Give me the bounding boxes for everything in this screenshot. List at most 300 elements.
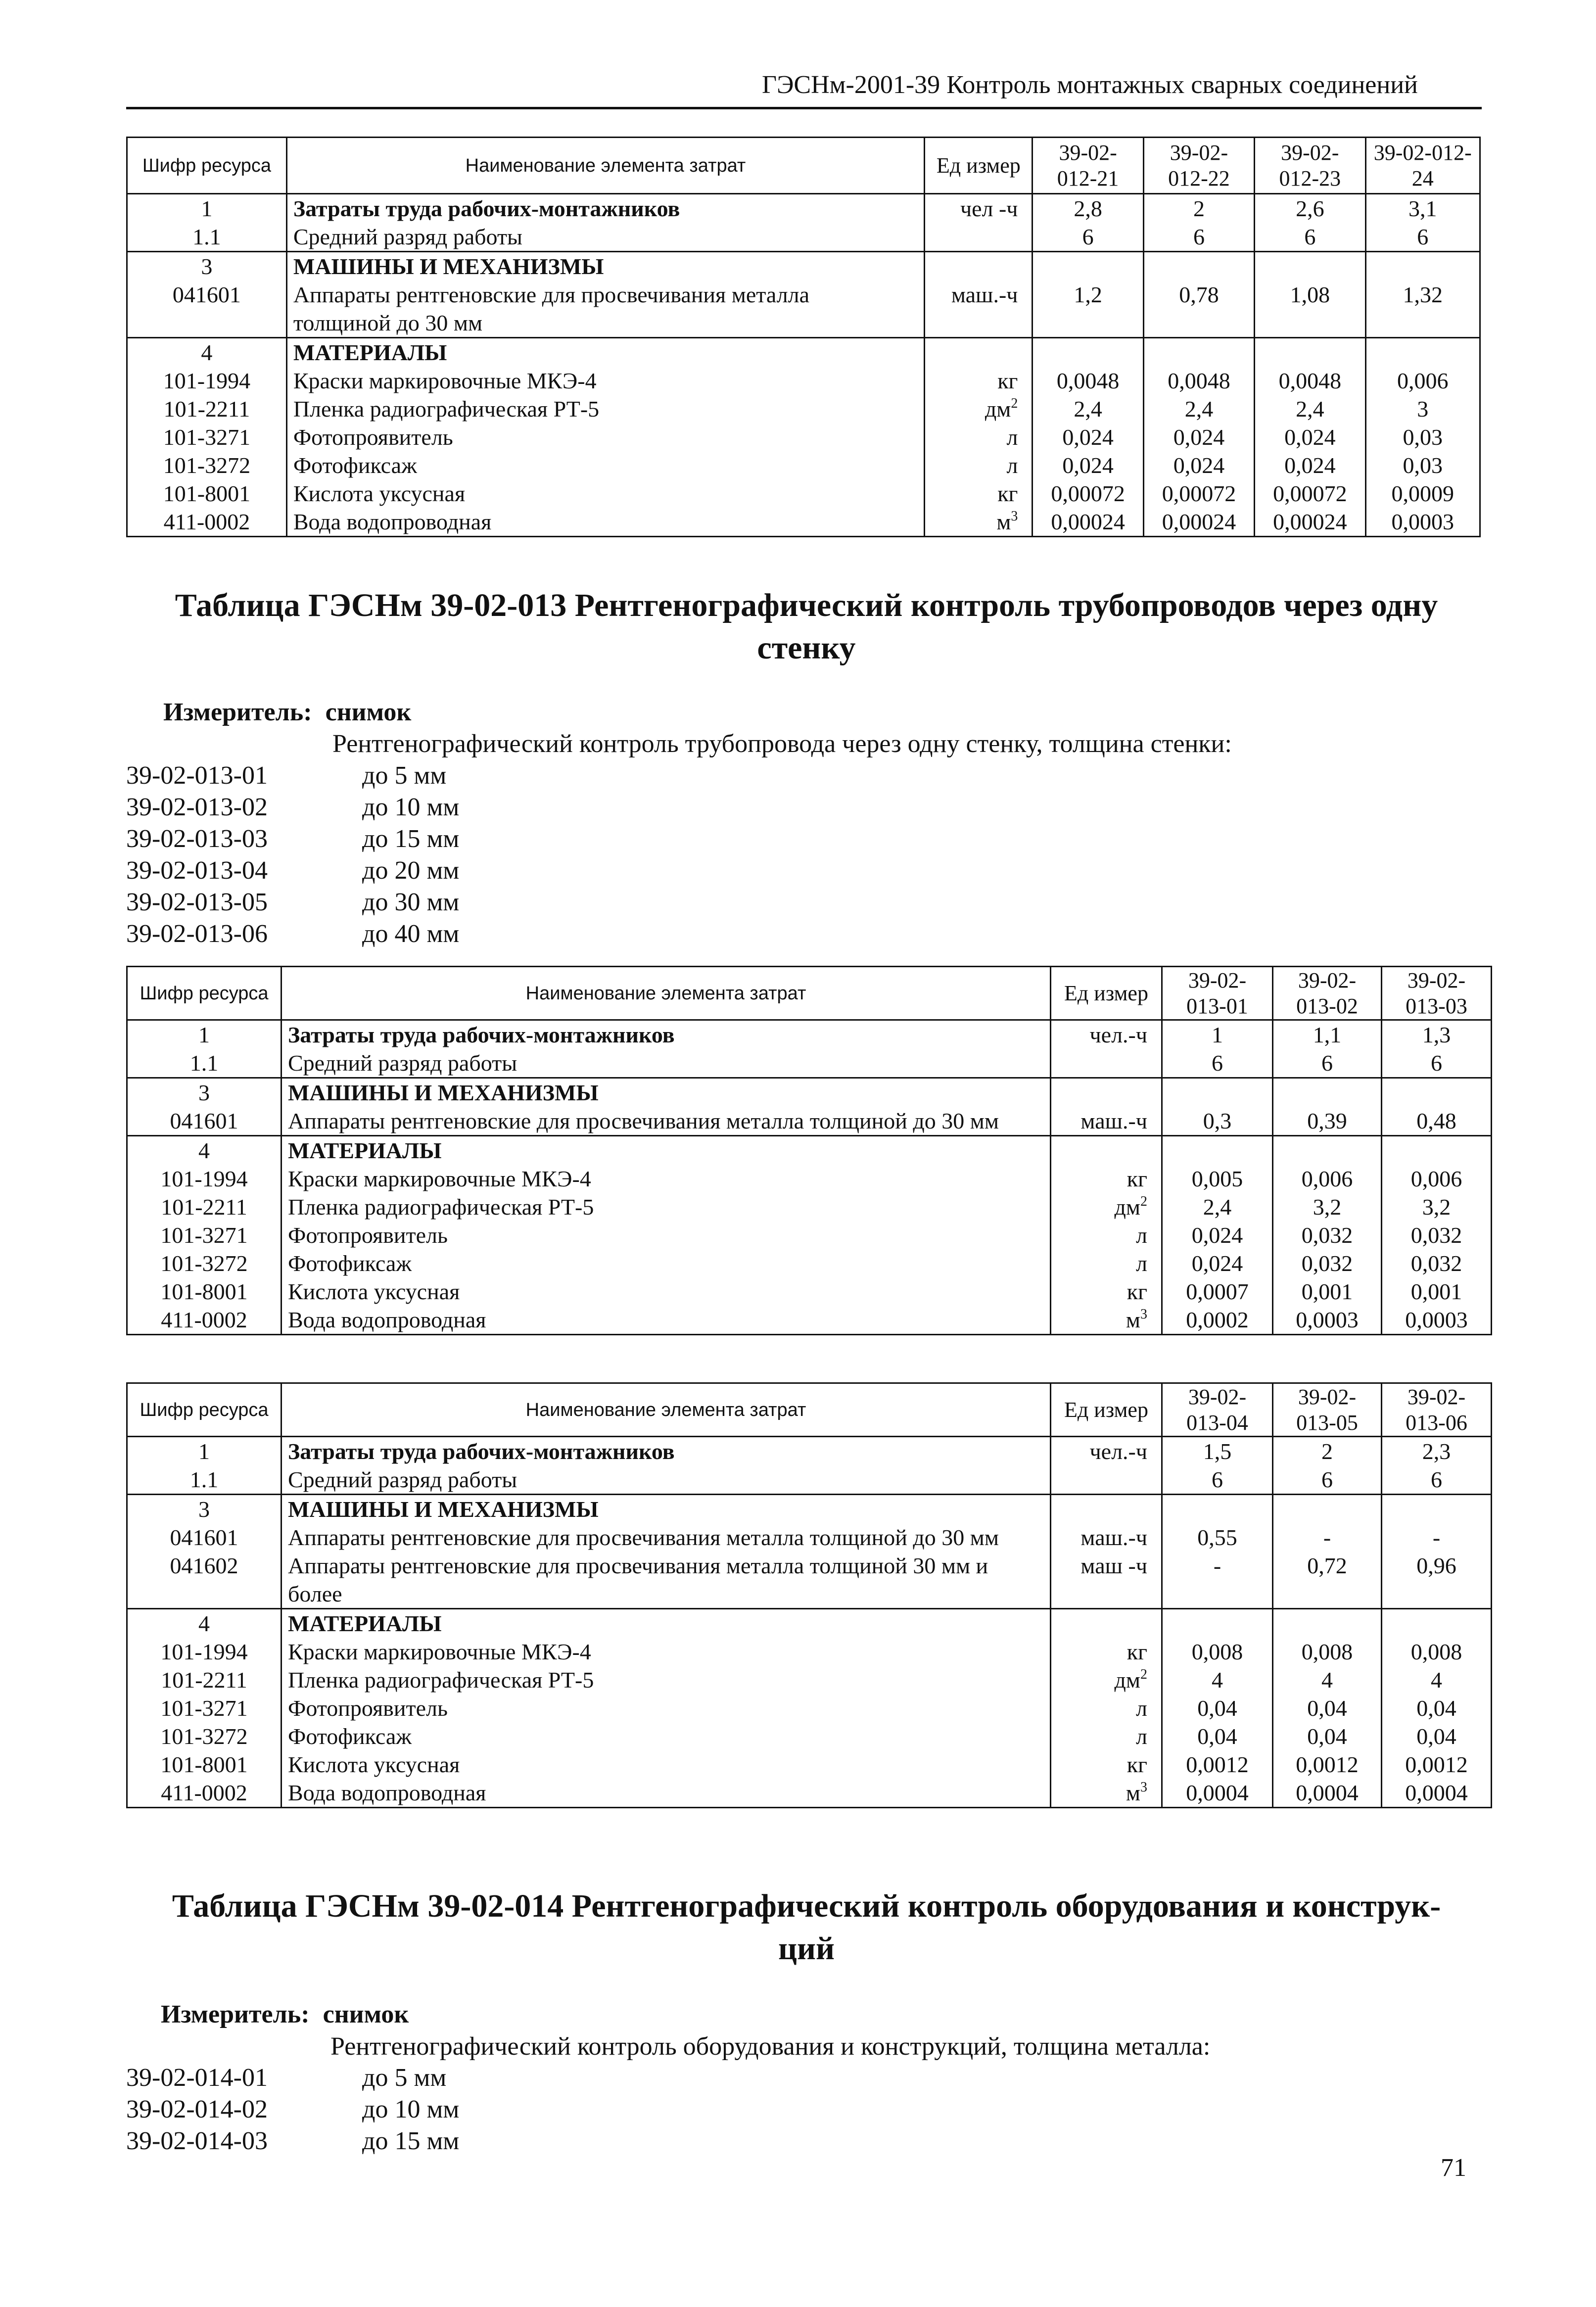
cell-value xyxy=(1273,1609,1382,1638)
cell-name: Кислота уксусная xyxy=(282,1277,1051,1306)
cell-unit xyxy=(925,479,1033,508)
header-name: Наименование элемента затрат xyxy=(282,1383,1051,1437)
cell-code: 1.1 xyxy=(127,1049,282,1078)
cell-value: 0,008 xyxy=(1382,1638,1492,1666)
cell-value xyxy=(1033,252,1143,281)
table-014-description: Рентгенографический контроль оборудования и конструкций, толщина металла: xyxy=(330,2032,1211,2061)
cell-value: 1,5 xyxy=(1162,1437,1273,1466)
unit-text: кг xyxy=(1127,1752,1147,1777)
cell-value: 0,0012 xyxy=(1273,1750,1382,1779)
item-code: 39-02-014-02 xyxy=(126,2095,268,2123)
item-text: до 10 мм xyxy=(362,2095,460,2123)
cell-value: 0,55 xyxy=(1162,1523,1273,1552)
table-header-row xyxy=(127,967,1492,1020)
cell-code: 1 xyxy=(127,1437,282,1466)
cell-value: 0,0002 xyxy=(1162,1306,1273,1335)
cell-name: Фотопроявитель xyxy=(286,423,924,451)
cell-name: Пленка радиографическая РТ-5 xyxy=(282,1666,1051,1694)
table-row xyxy=(127,508,1480,537)
cell-name: Средний разряд работы xyxy=(282,1465,1051,1495)
table-row xyxy=(127,1722,1492,1750)
item-code: 39-02-013-03 xyxy=(126,825,268,853)
item-code: 39-02-014-01 xyxy=(126,2064,268,2092)
cell-unit xyxy=(1051,1306,1162,1335)
cell-value xyxy=(1382,1078,1492,1107)
cell-value: 0,96 xyxy=(1382,1552,1492,1609)
cell-value: 2,4 xyxy=(1255,395,1365,423)
cell-value: 0,0004 xyxy=(1162,1779,1273,1808)
measure-value: снимок xyxy=(325,698,412,726)
cell-value: 0,008 xyxy=(1162,1638,1273,1666)
item-text: до 30 мм xyxy=(362,888,460,916)
unit-text: л xyxy=(1006,424,1018,450)
cell-name: Вода водопроводная xyxy=(286,508,924,537)
cell-value xyxy=(1143,338,1254,367)
cell-value: 0,024 xyxy=(1255,451,1365,479)
cell-name: Пленка радиографическая РТ-5 xyxy=(282,1193,1051,1221)
table-013-title-line1: Таблица ГЭСНм 39-02-013 Рентгенографический контроль трубопроводов через одну xyxy=(175,587,1438,623)
cell-code: 411-0002 xyxy=(127,1306,282,1335)
cell-value: 0,006 xyxy=(1273,1165,1382,1193)
cell-name: Кислота уксусная xyxy=(282,1750,1051,1779)
cell-value: 0,78 xyxy=(1143,281,1254,338)
cell-unit xyxy=(1051,1193,1162,1221)
cell-code: 3 xyxy=(127,252,287,281)
cell-value: 4 xyxy=(1162,1666,1273,1694)
cell-unit xyxy=(925,508,1033,537)
cell-value: 0,04 xyxy=(1273,1694,1382,1722)
header-col-code: 39-02-013-03 xyxy=(1382,967,1492,1020)
unit-text: кг xyxy=(1127,1279,1147,1304)
header-code: Шифр ресурса xyxy=(127,967,282,1020)
cell-unit xyxy=(1051,1523,1162,1552)
cell-value: 2,6 xyxy=(1255,194,1365,223)
cell-code: 101-2211 xyxy=(127,1666,282,1694)
table-row xyxy=(127,1049,1492,1078)
item-text: до 5 мм xyxy=(362,2064,447,2092)
header-col-code: 39-02-012-22 xyxy=(1143,138,1254,194)
cell-value xyxy=(1365,338,1480,367)
cell-unit xyxy=(1051,1249,1162,1277)
cell-name: Аппараты рентгеновские для просвечивания металла толщиной до 30 мм xyxy=(282,1107,1051,1136)
cell-name: Краски маркировочные МКЭ-4 xyxy=(282,1165,1051,1193)
unit-text: маш.-ч xyxy=(1080,1525,1147,1550)
cell-value: 6 xyxy=(1273,1049,1382,1078)
cell-value: 1,08 xyxy=(1255,281,1365,338)
table-row xyxy=(127,451,1480,479)
table-row xyxy=(127,1666,1492,1694)
cell-name: Пленка радиографическая РТ-5 xyxy=(286,395,924,423)
cell-value: 0,03 xyxy=(1365,423,1480,451)
cell-value xyxy=(1162,1609,1273,1638)
cell-code: 101-1994 xyxy=(127,1638,282,1666)
cell-name: Фотофиксаж xyxy=(286,451,924,479)
cell-value: 6 xyxy=(1162,1049,1273,1078)
cell-name: Аппараты рентгеновские для просвечивания металла толщиной до 30 мм xyxy=(282,1523,1051,1552)
cell-value xyxy=(1273,1136,1382,1165)
cell-value xyxy=(1162,1495,1273,1524)
table-row xyxy=(127,1107,1492,1136)
cell-value xyxy=(1365,252,1480,281)
unit-superscript: 2 xyxy=(1011,396,1018,411)
cell-unit xyxy=(1051,1277,1162,1306)
cell-name: Фотопроявитель xyxy=(282,1221,1051,1249)
table-row xyxy=(127,194,1480,223)
table-row xyxy=(127,1249,1492,1277)
cell-value: 0,0003 xyxy=(1382,1306,1492,1335)
header-col-code: 39-02-013-05 xyxy=(1273,1383,1382,1437)
cell-value: 0,00072 xyxy=(1033,479,1143,508)
table-row xyxy=(127,1779,1492,1808)
cell-name: Аппараты рентгеновские для просвечивания металла толщиной до 30 мм xyxy=(286,281,924,338)
cell-value: 0,72 xyxy=(1273,1552,1382,1609)
header-col-code: 39-02-013-01 xyxy=(1162,967,1273,1020)
cell-code: 101-8001 xyxy=(127,479,287,508)
cell-name: Средний разряд работы xyxy=(286,223,924,252)
table-header-row xyxy=(127,138,1480,194)
cell-unit xyxy=(1051,1666,1162,1694)
cell-unit xyxy=(1051,1694,1162,1722)
cell-value: 0,00024 xyxy=(1033,508,1143,537)
cell-value: 0,04 xyxy=(1273,1722,1382,1750)
table-013-description: Рентгенографический контроль трубопровода через одну стенку, толщина стенки: xyxy=(332,730,1232,758)
resource-table-013a xyxy=(126,966,1492,1335)
cell-value: 2 xyxy=(1143,194,1254,223)
item-text: до 15 мм xyxy=(362,825,460,853)
cell-code: 041601 xyxy=(127,281,287,338)
cell-name: Кислота уксусная xyxy=(286,479,924,508)
cell-name: Фотофиксаж xyxy=(282,1249,1051,1277)
cell-code: 4 xyxy=(127,1136,282,1165)
table-header-row xyxy=(127,1383,1492,1437)
cell-value xyxy=(1255,252,1365,281)
cell-value: 0,0003 xyxy=(1365,508,1480,537)
unit-superscript: 2 xyxy=(1140,1194,1147,1209)
cell-name: Краски маркировочные МКЭ-4 xyxy=(286,367,924,395)
cell-value: 0,024 xyxy=(1143,423,1254,451)
cell-value: 0,001 xyxy=(1382,1277,1492,1306)
cell-unit xyxy=(925,395,1033,423)
cell-value: 6 xyxy=(1255,223,1365,252)
cell-unit xyxy=(925,223,1033,252)
cell-unit xyxy=(1051,1136,1162,1165)
cell-value: 0,04 xyxy=(1382,1694,1492,1722)
cell-name: МАШИНЫ И МЕХАНИЗМЫ xyxy=(286,252,924,281)
table-row xyxy=(127,1523,1492,1552)
measure-label: Измеритель: xyxy=(163,698,312,726)
cell-unit xyxy=(1051,1020,1162,1049)
table-014-title xyxy=(114,1885,1499,1970)
header-col-code: 39-02-012-21 xyxy=(1033,138,1143,194)
unit-superscript: 3 xyxy=(1140,1780,1147,1795)
cell-value: 0,39 xyxy=(1273,1107,1382,1136)
unit-text: кг xyxy=(1127,1639,1147,1664)
item-text: до 20 мм xyxy=(362,856,460,885)
section-row xyxy=(127,1609,1492,1638)
cell-unit xyxy=(925,451,1033,479)
header-col-code: 39-02-013-06 xyxy=(1382,1383,1492,1437)
unit-text: маш -ч xyxy=(1080,1553,1147,1578)
cell-name: МАТЕРИАЛЫ xyxy=(282,1609,1051,1638)
unit-text: м xyxy=(1126,1307,1140,1332)
section-row xyxy=(127,252,1480,281)
cell-value: 0,032 xyxy=(1382,1249,1492,1277)
cell-name: Аппараты рентгеновские для просвечивания металла толщиной 30 мм и более xyxy=(282,1552,1051,1609)
unit-text: чел -ч xyxy=(960,196,1018,221)
cell-value: 3,1 xyxy=(1365,194,1480,223)
item-text: до 10 мм xyxy=(362,793,460,821)
cell-value xyxy=(1033,338,1143,367)
cell-unit xyxy=(1051,1437,1162,1466)
cell-value: 0,024 xyxy=(1162,1221,1273,1249)
cell-code: 041601 xyxy=(127,1107,282,1136)
table-row xyxy=(127,1306,1492,1335)
cell-name: Краски маркировочные МКЭ-4 xyxy=(282,1638,1051,1666)
unit-text: л xyxy=(1136,1223,1147,1248)
section-row xyxy=(127,1078,1492,1107)
table-014-title-line2: ций xyxy=(778,1930,835,1967)
cell-value: 2 xyxy=(1273,1437,1382,1466)
cell-value: 0,04 xyxy=(1162,1694,1273,1722)
item-code: 39-02-013-04 xyxy=(126,856,268,885)
cell-name: Затраты труда рабочих-монтажников xyxy=(286,194,924,223)
cell-value: 0,03 xyxy=(1365,451,1480,479)
cell-value: 6 xyxy=(1382,1465,1492,1495)
unit-superscript: 2 xyxy=(1140,1667,1147,1682)
cell-value: 1,32 xyxy=(1365,281,1480,338)
cell-name: МАТЕРИАЛЫ xyxy=(286,338,924,367)
cell-value: 0,006 xyxy=(1365,367,1480,395)
cell-code: 101-8001 xyxy=(127,1750,282,1779)
cell-value: 0,005 xyxy=(1162,1165,1273,1193)
cell-value xyxy=(1162,1136,1273,1165)
cell-value: 0,0009 xyxy=(1365,479,1480,508)
cell-value: 2,4 xyxy=(1143,395,1254,423)
cell-code: 3 xyxy=(127,1495,282,1524)
cell-unit xyxy=(1051,1078,1162,1107)
cell-value: 2,8 xyxy=(1033,194,1143,223)
unit-text: кг xyxy=(997,481,1018,506)
unit-text: маш.-ч xyxy=(951,282,1018,307)
cell-value: 0,0007 xyxy=(1162,1277,1273,1306)
table-row xyxy=(127,395,1480,423)
cell-value xyxy=(1382,1495,1492,1524)
cell-name: Средний разряд работы xyxy=(282,1049,1051,1078)
cell-value: 1,3 xyxy=(1382,1020,1492,1049)
cell-name: МАШИНЫ И МЕХАНИЗМЫ xyxy=(282,1078,1051,1107)
unit-text: л xyxy=(1136,1724,1147,1749)
cell-value: 3 xyxy=(1365,395,1480,423)
cell-value: 0,00024 xyxy=(1143,508,1254,537)
cell-value: 0,008 xyxy=(1273,1638,1382,1666)
unit-text: чел.-ч xyxy=(1089,1022,1147,1047)
cell-value: 1,1 xyxy=(1273,1020,1382,1049)
cell-unit xyxy=(925,367,1033,395)
unit-text: кг xyxy=(1127,1166,1147,1191)
cell-code: 041601 xyxy=(127,1523,282,1552)
cell-value: - xyxy=(1382,1523,1492,1552)
measure-row-013 xyxy=(163,697,411,728)
cell-value xyxy=(1143,252,1254,281)
measure-label: Измеритель: xyxy=(161,2000,310,2028)
cell-value: 0,00024 xyxy=(1255,508,1365,537)
cell-code: 4 xyxy=(127,1609,282,1638)
cell-unit xyxy=(925,338,1033,367)
table-013-title xyxy=(114,584,1499,669)
cell-name: Затраты труда рабочих-монтажников xyxy=(282,1437,1051,1466)
cell-name: Затраты труда рабочих-монтажников xyxy=(282,1020,1051,1049)
table-row xyxy=(127,1193,1492,1221)
table-row xyxy=(127,1437,1492,1466)
cell-unit xyxy=(1051,1638,1162,1666)
cell-value: 3,2 xyxy=(1382,1193,1492,1221)
cell-value: 4 xyxy=(1273,1666,1382,1694)
unit-text: маш.-ч xyxy=(1080,1108,1147,1133)
header-name: Наименование элемента затрат xyxy=(282,967,1051,1020)
table-row xyxy=(127,423,1480,451)
cell-value: 0,0003 xyxy=(1273,1306,1382,1335)
cell-value xyxy=(1162,1078,1273,1107)
cell-value xyxy=(1382,1609,1492,1638)
cell-value: 6 xyxy=(1143,223,1254,252)
table-row xyxy=(127,479,1480,508)
cell-code: 1.1 xyxy=(127,1465,282,1495)
cell-unit xyxy=(1051,1722,1162,1750)
cell-value: 0,032 xyxy=(1382,1221,1492,1249)
cell-value: 0,48 xyxy=(1382,1107,1492,1136)
header-col-code: 39-02-013-02 xyxy=(1273,967,1382,1020)
cell-value xyxy=(1382,1136,1492,1165)
cell-value: 0,032 xyxy=(1273,1221,1382,1249)
cell-unit xyxy=(925,194,1033,223)
cell-code: 411-0002 xyxy=(127,508,287,537)
cell-code: 101-2211 xyxy=(127,1193,282,1221)
resource-table-012 xyxy=(126,137,1481,537)
cell-value: 0,006 xyxy=(1382,1165,1492,1193)
cell-code: 101-3271 xyxy=(127,1694,282,1722)
cell-value: 4 xyxy=(1382,1666,1492,1694)
cell-name: МАТЕРИАЛЫ xyxy=(282,1136,1051,1165)
cell-value: - xyxy=(1162,1552,1273,1609)
table-row xyxy=(127,1552,1492,1609)
cell-value: - xyxy=(1273,1523,1382,1552)
cell-value: 0,0048 xyxy=(1033,367,1143,395)
cell-code: 101-8001 xyxy=(127,1277,282,1306)
cell-value: 6 xyxy=(1382,1049,1492,1078)
cell-value: 2,3 xyxy=(1382,1437,1492,1466)
resource-table-013b xyxy=(126,1382,1492,1808)
header-unit: Ед измер xyxy=(1051,1383,1162,1437)
header-col-code: 39-02-012-24 xyxy=(1365,138,1480,194)
cell-code: 1 xyxy=(127,194,287,223)
cell-code: 3 xyxy=(127,1078,282,1107)
page-number: 71 xyxy=(1441,2154,1466,2182)
cell-code: 1.1 xyxy=(127,223,287,252)
cell-value: 2,4 xyxy=(1033,395,1143,423)
cell-code: 101-3272 xyxy=(127,451,287,479)
cell-code: 101-2211 xyxy=(127,395,287,423)
unit-text: л xyxy=(1006,453,1018,478)
cell-code: 101-3272 xyxy=(127,1249,282,1277)
cell-value: 6 xyxy=(1162,1465,1273,1495)
cell-value: 0,024 xyxy=(1162,1249,1273,1277)
cell-unit xyxy=(1051,1221,1162,1249)
section-row xyxy=(127,338,1480,367)
unit-text: л xyxy=(1136,1695,1147,1721)
cell-unit xyxy=(1051,1107,1162,1136)
unit-text: дм xyxy=(985,396,1011,422)
cell-value: 0,0012 xyxy=(1162,1750,1273,1779)
cell-value: 2,4 xyxy=(1162,1193,1273,1221)
table-row xyxy=(127,1694,1492,1722)
cell-value xyxy=(1255,338,1365,367)
table-row xyxy=(127,1750,1492,1779)
unit-text: м xyxy=(1126,1780,1140,1805)
cell-value: 0,024 xyxy=(1033,423,1143,451)
cell-unit xyxy=(1051,1049,1162,1078)
cell-value: 0,0004 xyxy=(1382,1779,1492,1808)
cell-value: 0,024 xyxy=(1255,423,1365,451)
item-code: 39-02-014-03 xyxy=(126,2127,268,2155)
cell-code: 411-0002 xyxy=(127,1779,282,1808)
cell-value: 0,0048 xyxy=(1143,367,1254,395)
cell-value: 0,04 xyxy=(1382,1722,1492,1750)
header-unit: Ед измер xyxy=(1051,967,1162,1020)
cell-name: Вода водопроводная xyxy=(282,1306,1051,1335)
table-row xyxy=(127,1465,1492,1495)
unit-text: чел.-ч xyxy=(1089,1439,1147,1464)
cell-name: МАШИНЫ И МЕХАНИЗМЫ xyxy=(282,1495,1051,1524)
cell-unit xyxy=(925,252,1033,281)
cell-unit xyxy=(1051,1750,1162,1779)
header-rule xyxy=(126,107,1482,109)
table-row xyxy=(127,367,1480,395)
cell-code: 041602 xyxy=(127,1552,282,1609)
cell-value xyxy=(1273,1495,1382,1524)
table-row xyxy=(127,1165,1492,1193)
table-row xyxy=(127,281,1480,338)
cell-unit xyxy=(1051,1495,1162,1524)
item-code: 39-02-013-02 xyxy=(126,793,268,821)
item-text: до 40 мм xyxy=(362,920,460,948)
cell-value: 0,3 xyxy=(1162,1107,1273,1136)
cell-value: 1 xyxy=(1162,1020,1273,1049)
unit-text: кг xyxy=(997,368,1018,393)
measure-value: снимок xyxy=(323,2000,409,2028)
table-014-title-line1: Таблица ГЭСНм 39-02-014 Рентгенографический контроль оборудования и конструк- xyxy=(172,1888,1441,1924)
cell-value: 6 xyxy=(1033,223,1143,252)
item-text: до 15 мм xyxy=(362,2127,460,2155)
cell-value: 1,2 xyxy=(1033,281,1143,338)
unit-text: м xyxy=(996,509,1011,534)
cell-value: 0,024 xyxy=(1033,451,1143,479)
cell-code: 101-3271 xyxy=(127,423,287,451)
cell-value: 3,2 xyxy=(1273,1193,1382,1221)
cell-unit xyxy=(1051,1465,1162,1495)
cell-value: 0,04 xyxy=(1162,1722,1273,1750)
cell-unit xyxy=(925,281,1033,338)
cell-value: 6 xyxy=(1365,223,1480,252)
cell-name: Фотофиксаж xyxy=(282,1722,1051,1750)
cell-unit xyxy=(1051,1779,1162,1808)
unit-text: л xyxy=(1136,1251,1147,1276)
cell-unit xyxy=(1051,1552,1162,1609)
table-013-title-line2: стенку xyxy=(757,630,856,666)
cell-value: 0,00072 xyxy=(1143,479,1254,508)
cell-code: 101-3272 xyxy=(127,1722,282,1750)
header-col-code: 39-02-013-04 xyxy=(1162,1383,1273,1437)
unit-superscript: 3 xyxy=(1011,509,1018,524)
